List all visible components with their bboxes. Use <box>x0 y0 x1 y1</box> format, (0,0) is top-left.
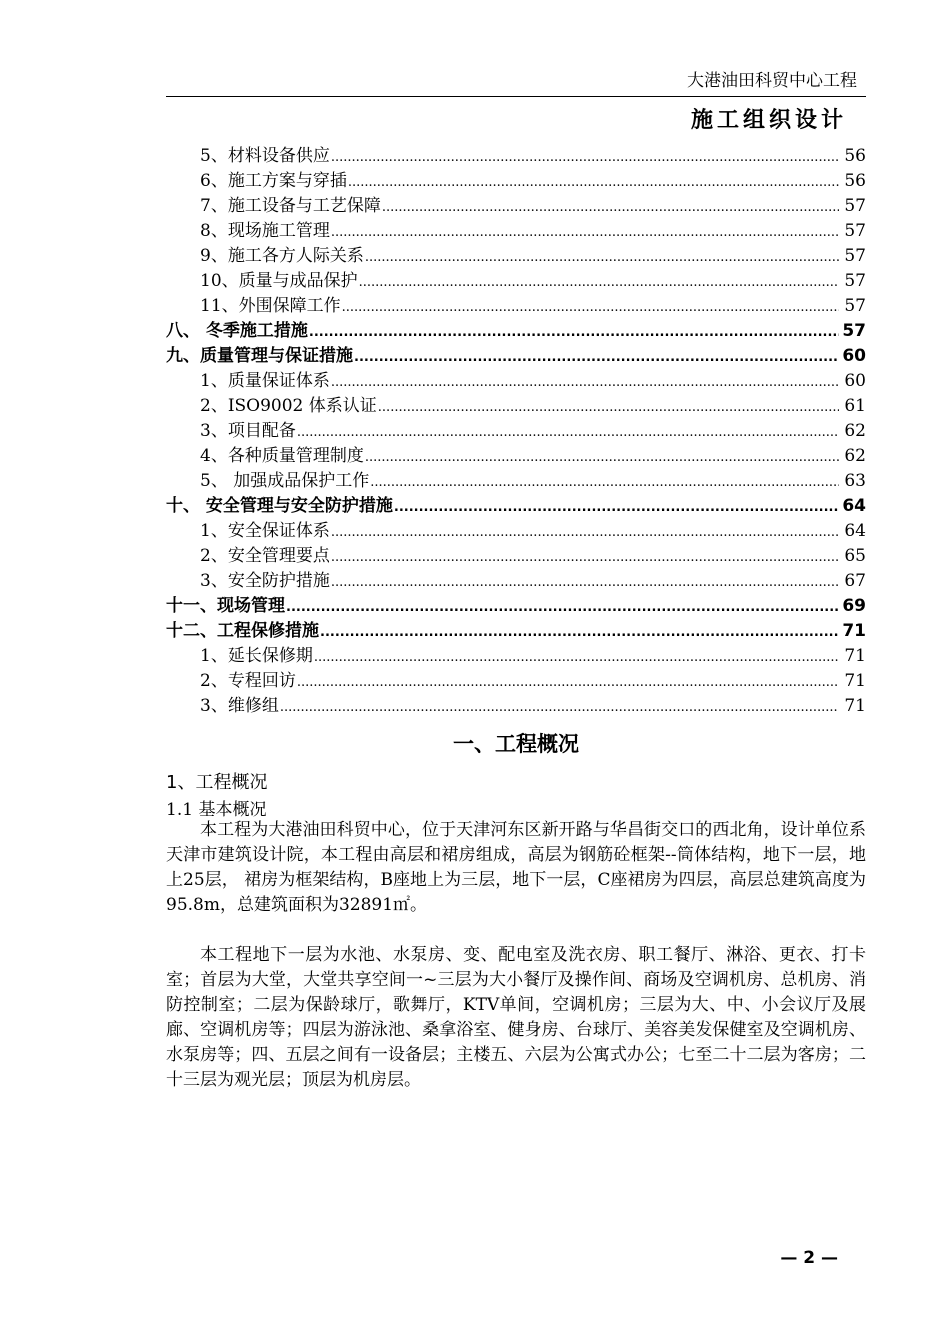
toc-entry[interactable] <box>166 669 866 694</box>
toc-entry[interactable] <box>166 344 866 369</box>
toc-entry-label: 9、施工各方人际关系 <box>200 246 364 266</box>
toc-entry-page: 57 <box>844 246 866 266</box>
toc-entry[interactable] <box>166 144 866 169</box>
toc-entry-label: 11、外围保障工作 <box>200 296 341 316</box>
toc-leader-dots <box>331 570 839 595</box>
toc-leader-dots <box>286 595 839 620</box>
toc-entry-page: 60 <box>844 371 866 391</box>
document-title: 施工组织设计 <box>690 108 847 133</box>
toc-entry-label: 十、 安全管理与安全防护措施 <box>166 496 393 516</box>
toc-entry-label: 1、延长保修期 <box>200 646 313 666</box>
toc-entry-page: 57 <box>844 271 866 291</box>
toc-entry-label: 8、现场施工管理 <box>200 221 330 241</box>
toc-entry[interactable] <box>166 644 866 669</box>
toc-entry[interactable] <box>166 694 866 719</box>
toc-leader-dots <box>331 220 839 245</box>
toc-entry-page: 71 <box>842 621 866 641</box>
toc-entry-page: 65 <box>844 546 866 566</box>
paragraph-text: 本工程为大港油田科贸中心，位于天津河东区新开路与华昌街交口的西北角，设计单位系天津市建筑设计院，本工程由高层和裙房组成，高层为钢筋砼框架--筒体结构，地下一层，地上25层， 裙房为框架结构，B座地上为三层，地下一层，C座裙房为四层，高层总建筑高度为95.8m，总建筑面积为32891㎡。 <box>166 820 866 915</box>
header-divider <box>166 96 866 97</box>
toc-entry-label: 十二、工程保修措施 <box>166 621 319 641</box>
toc-entry[interactable] <box>166 294 866 319</box>
toc-entry-page: 71 <box>844 671 866 691</box>
toc-leader-dots <box>354 345 839 370</box>
toc-leader-dots <box>297 670 839 695</box>
header-project-name: 大港油田科贸中心工程 <box>687 71 857 90</box>
toc-leader-dots <box>297 420 839 445</box>
toc-entry-label: 1、安全保证体系 <box>200 521 330 541</box>
toc-entry-page: 57 <box>844 221 866 241</box>
toc-leader-dots <box>342 295 839 320</box>
toc-entry-label: 3、维修组 <box>200 696 279 716</box>
toc-entry-label: 2、ISO9002 体系认证 <box>200 396 377 416</box>
toc-entry[interactable] <box>166 544 866 569</box>
toc-entry[interactable] <box>166 369 866 394</box>
paragraph-overview <box>166 818 866 918</box>
toc-entry[interactable] <box>166 244 866 269</box>
toc-entry-label: 4、各种质量管理制度 <box>200 446 364 466</box>
toc-entry-label: 5、 加强成品保护工作 <box>200 471 370 491</box>
toc-entry-label: 2、专程回访 <box>200 671 296 691</box>
toc-entry-label: 十一、现场管理 <box>166 596 285 616</box>
subsubsection-title: 1.1 基本概况 <box>166 800 267 820</box>
toc-entry-label: 7、施工设备与工艺保障 <box>200 196 381 216</box>
toc-entry-page: 71 <box>844 646 866 666</box>
toc-leader-dots <box>320 620 839 645</box>
toc-entry-page: 56 <box>844 146 866 166</box>
toc-leader-dots <box>365 445 839 470</box>
paragraph-floors <box>166 943 866 1093</box>
toc-entry[interactable] <box>166 419 866 444</box>
toc-leader-dots <box>331 520 839 545</box>
toc-entry-page: 64 <box>844 521 866 541</box>
toc-entry[interactable] <box>166 394 866 419</box>
toc-entry-page: 57 <box>842 321 866 341</box>
toc-entry-label: 3、项目配备 <box>200 421 296 441</box>
toc-entry-label: 3、安全防护措施 <box>200 571 330 591</box>
toc-entry-label: 九、质量管理与保证措施 <box>166 346 353 366</box>
toc-entry-page: 57 <box>844 196 866 216</box>
toc-leader-dots <box>309 320 839 345</box>
toc-entry[interactable] <box>166 194 866 219</box>
toc-entry-label: 八、 冬季施工措施 <box>166 321 308 341</box>
toc-entry-page: 71 <box>844 696 866 716</box>
toc-entry-page: 61 <box>844 396 866 416</box>
toc-entry-page: 63 <box>844 471 866 491</box>
toc-leader-dots <box>348 170 839 195</box>
toc-entry[interactable] <box>166 219 866 244</box>
toc-entry-page: 56 <box>844 171 866 191</box>
toc-leader-dots <box>280 695 839 720</box>
toc-entry[interactable] <box>166 594 866 619</box>
toc-leader-dots <box>370 470 839 495</box>
subsection-title: 1、工程概况 <box>166 772 268 793</box>
toc-leader-dots <box>394 495 839 520</box>
toc-entry[interactable] <box>166 269 866 294</box>
table-of-contents <box>166 144 866 719</box>
toc-entry[interactable] <box>166 519 866 544</box>
section-title: 一、工程概况 <box>453 732 579 756</box>
toc-entry[interactable] <box>166 169 866 194</box>
toc-entry[interactable] <box>166 469 866 494</box>
toc-entry-label: 10、质量与成品保护 <box>200 271 358 291</box>
toc-leader-dots <box>382 195 839 220</box>
toc-entry[interactable] <box>166 619 866 644</box>
toc-leader-dots <box>331 545 839 570</box>
toc-entry-page: 60 <box>842 346 866 366</box>
toc-entry-page: 57 <box>844 296 866 316</box>
toc-entry-page: 64 <box>842 496 866 516</box>
toc-entry[interactable] <box>166 569 866 594</box>
toc-entry-label: 5、材料设备供应 <box>200 146 330 166</box>
toc-leader-dots <box>314 645 839 670</box>
toc-entry-label: 2、安全管理要点 <box>200 546 330 566</box>
paragraph-text: 本工程地下一层为水池、水泵房、变、配电室及洗衣房、职工餐厅、淋浴、更衣、打卡室；首层为大堂，大堂共享空间一~三层为大小餐厅及操作间、商场及空调机房、总机房、消防控制室；二层为保龄球厅，歌舞厅，KTV单间，空调机房；三层为大、中、小会议厅及展廊、空调机房等；四层为游泳池、桑拿浴室、健身房、台球厅、美容美发保健室及空调机房、水泵房等；四、五层之间有一设备层；主楼五、六层为公寓式办公；七至二十二层为客房；二十三层为观光层；顶层为机房层。 <box>166 945 866 1090</box>
toc-entry[interactable] <box>166 319 866 344</box>
toc-entry-page: 62 <box>844 446 866 466</box>
toc-leader-dots <box>378 395 839 420</box>
toc-leader-dots <box>331 145 839 170</box>
toc-entry[interactable] <box>166 494 866 519</box>
toc-entry-page: 62 <box>844 421 866 441</box>
page-number: — 2 — <box>780 1248 838 1268</box>
toc-entry-label: 1、质量保证体系 <box>200 371 330 391</box>
toc-entry-page: 69 <box>842 596 866 616</box>
toc-entry-page: 67 <box>844 571 866 591</box>
toc-leader-dots <box>359 270 839 295</box>
toc-leader-dots <box>331 370 839 395</box>
toc-entry[interactable] <box>166 444 866 469</box>
toc-entry-label: 6、施工方案与穿插 <box>200 171 347 191</box>
toc-leader-dots <box>365 245 839 270</box>
